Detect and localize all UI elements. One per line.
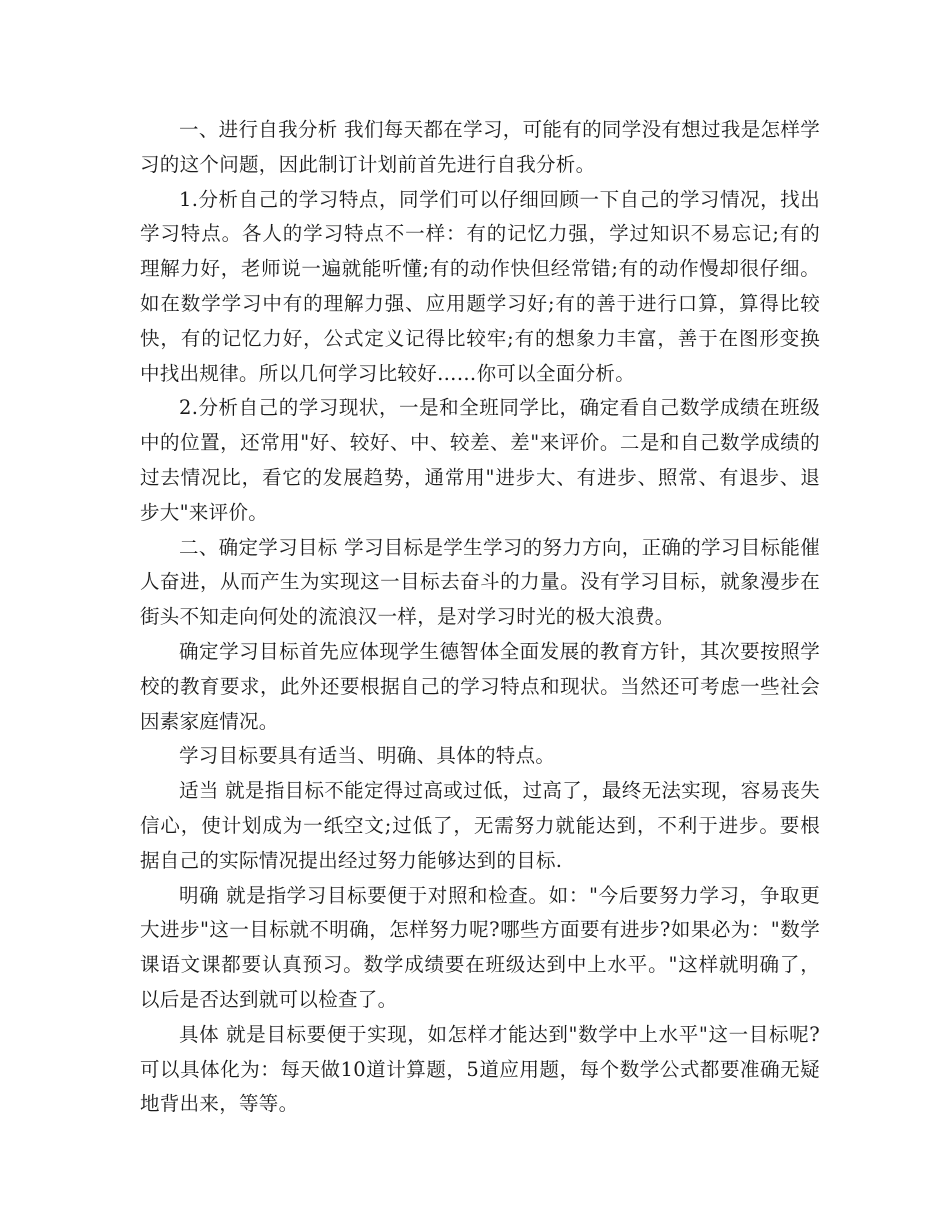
paragraph-set-goals: 二、确定学习目标 学习目标是学生学习的努力方向，正确的学习目标能催人奋进，从而产生为实现这一目标去奋斗的力量。没有学习目标，就象漫步在街头不知走向何处的流浪汉一样，是对学习时光的极大浪费。	[140, 535, 820, 629]
paragraph-specific: 具体 就是目标要便于实现，如怎样才能达到"数学中上水平"这一目标呢?可以具体化为：每天做10道计算题，5道应用题，每个数学公式都要准确无疑地背出来，等等。	[140, 1022, 820, 1116]
paragraph-appropriate: 适当 就是指目标不能定得过高或过低，过高了，最终无法实现，容易丧失信心，使计划成为一纸空文;过低了，无需努力就能达到，不利于进步。要根据自己的实际情况提出经过努力能够达到的目标.	[140, 779, 820, 872]
paragraph-clear: 明确 就是指学习目标要便于对照和检查。如："今后要努力学习，争取更大进步"这一目标就不明确，怎样努力呢?哪些方面要有进步?如果必为："数学课语文课都要认真预习。数学成绩要在班级达到中上水平。"这样就明确了，以后是否达到就可以检查了。	[140, 883, 820, 1011]
document-body	[140, 113, 820, 1122]
paragraph-goal-traits: 学习目标要具有适当、明确、具体的特点。	[179, 744, 556, 768]
paragraph-learning-status: 2.分析自己的学习现状，一是和全班同学比，确定看自己数学成绩在班级中的位置，还常用"好、较好、中、较差、差"来评价。二是和自己数学成绩的过去情况比，看它的发展趋势，通常用"进步大、有进步、照常、有退步、退步大"来评价。	[140, 396, 820, 524]
paragraph-goal-basis: 确定学习目标首先应体现学生德智体全面发展的教育方针，其次要按照学校的教育要求，此外还要根据自己的学习特点和现状。当然还可考虑一些社会因素家庭情况。	[140, 639, 820, 733]
paragraph-learning-traits: 1.分析自己的学习特点，同学们可以仔细回顾一下自己的学习情况，找出学习特点。各人的学习特点不一样：有的记忆力强，学过知识不易忘记;有的理解力好，老师说一遍就能听懂;有的动作快但经常错;有的动作慢却很仔细。如在数学学习中有的理解力强、应用题学习好;有的善于进行口算，算得比较快，有的记忆力好，公式定义记得比较牢;有的想象力丰富，善于在图形变换中找出规律。所以几何学习比较好……你可以全面分析。	[140, 187, 820, 385]
paragraph-self-analysis: 一、进行自我分析 我们每天都在学习，可能有的同学没有想过我是怎样学习的这个问题，因此制订计划前首先进行自我分析。	[140, 118, 820, 176]
